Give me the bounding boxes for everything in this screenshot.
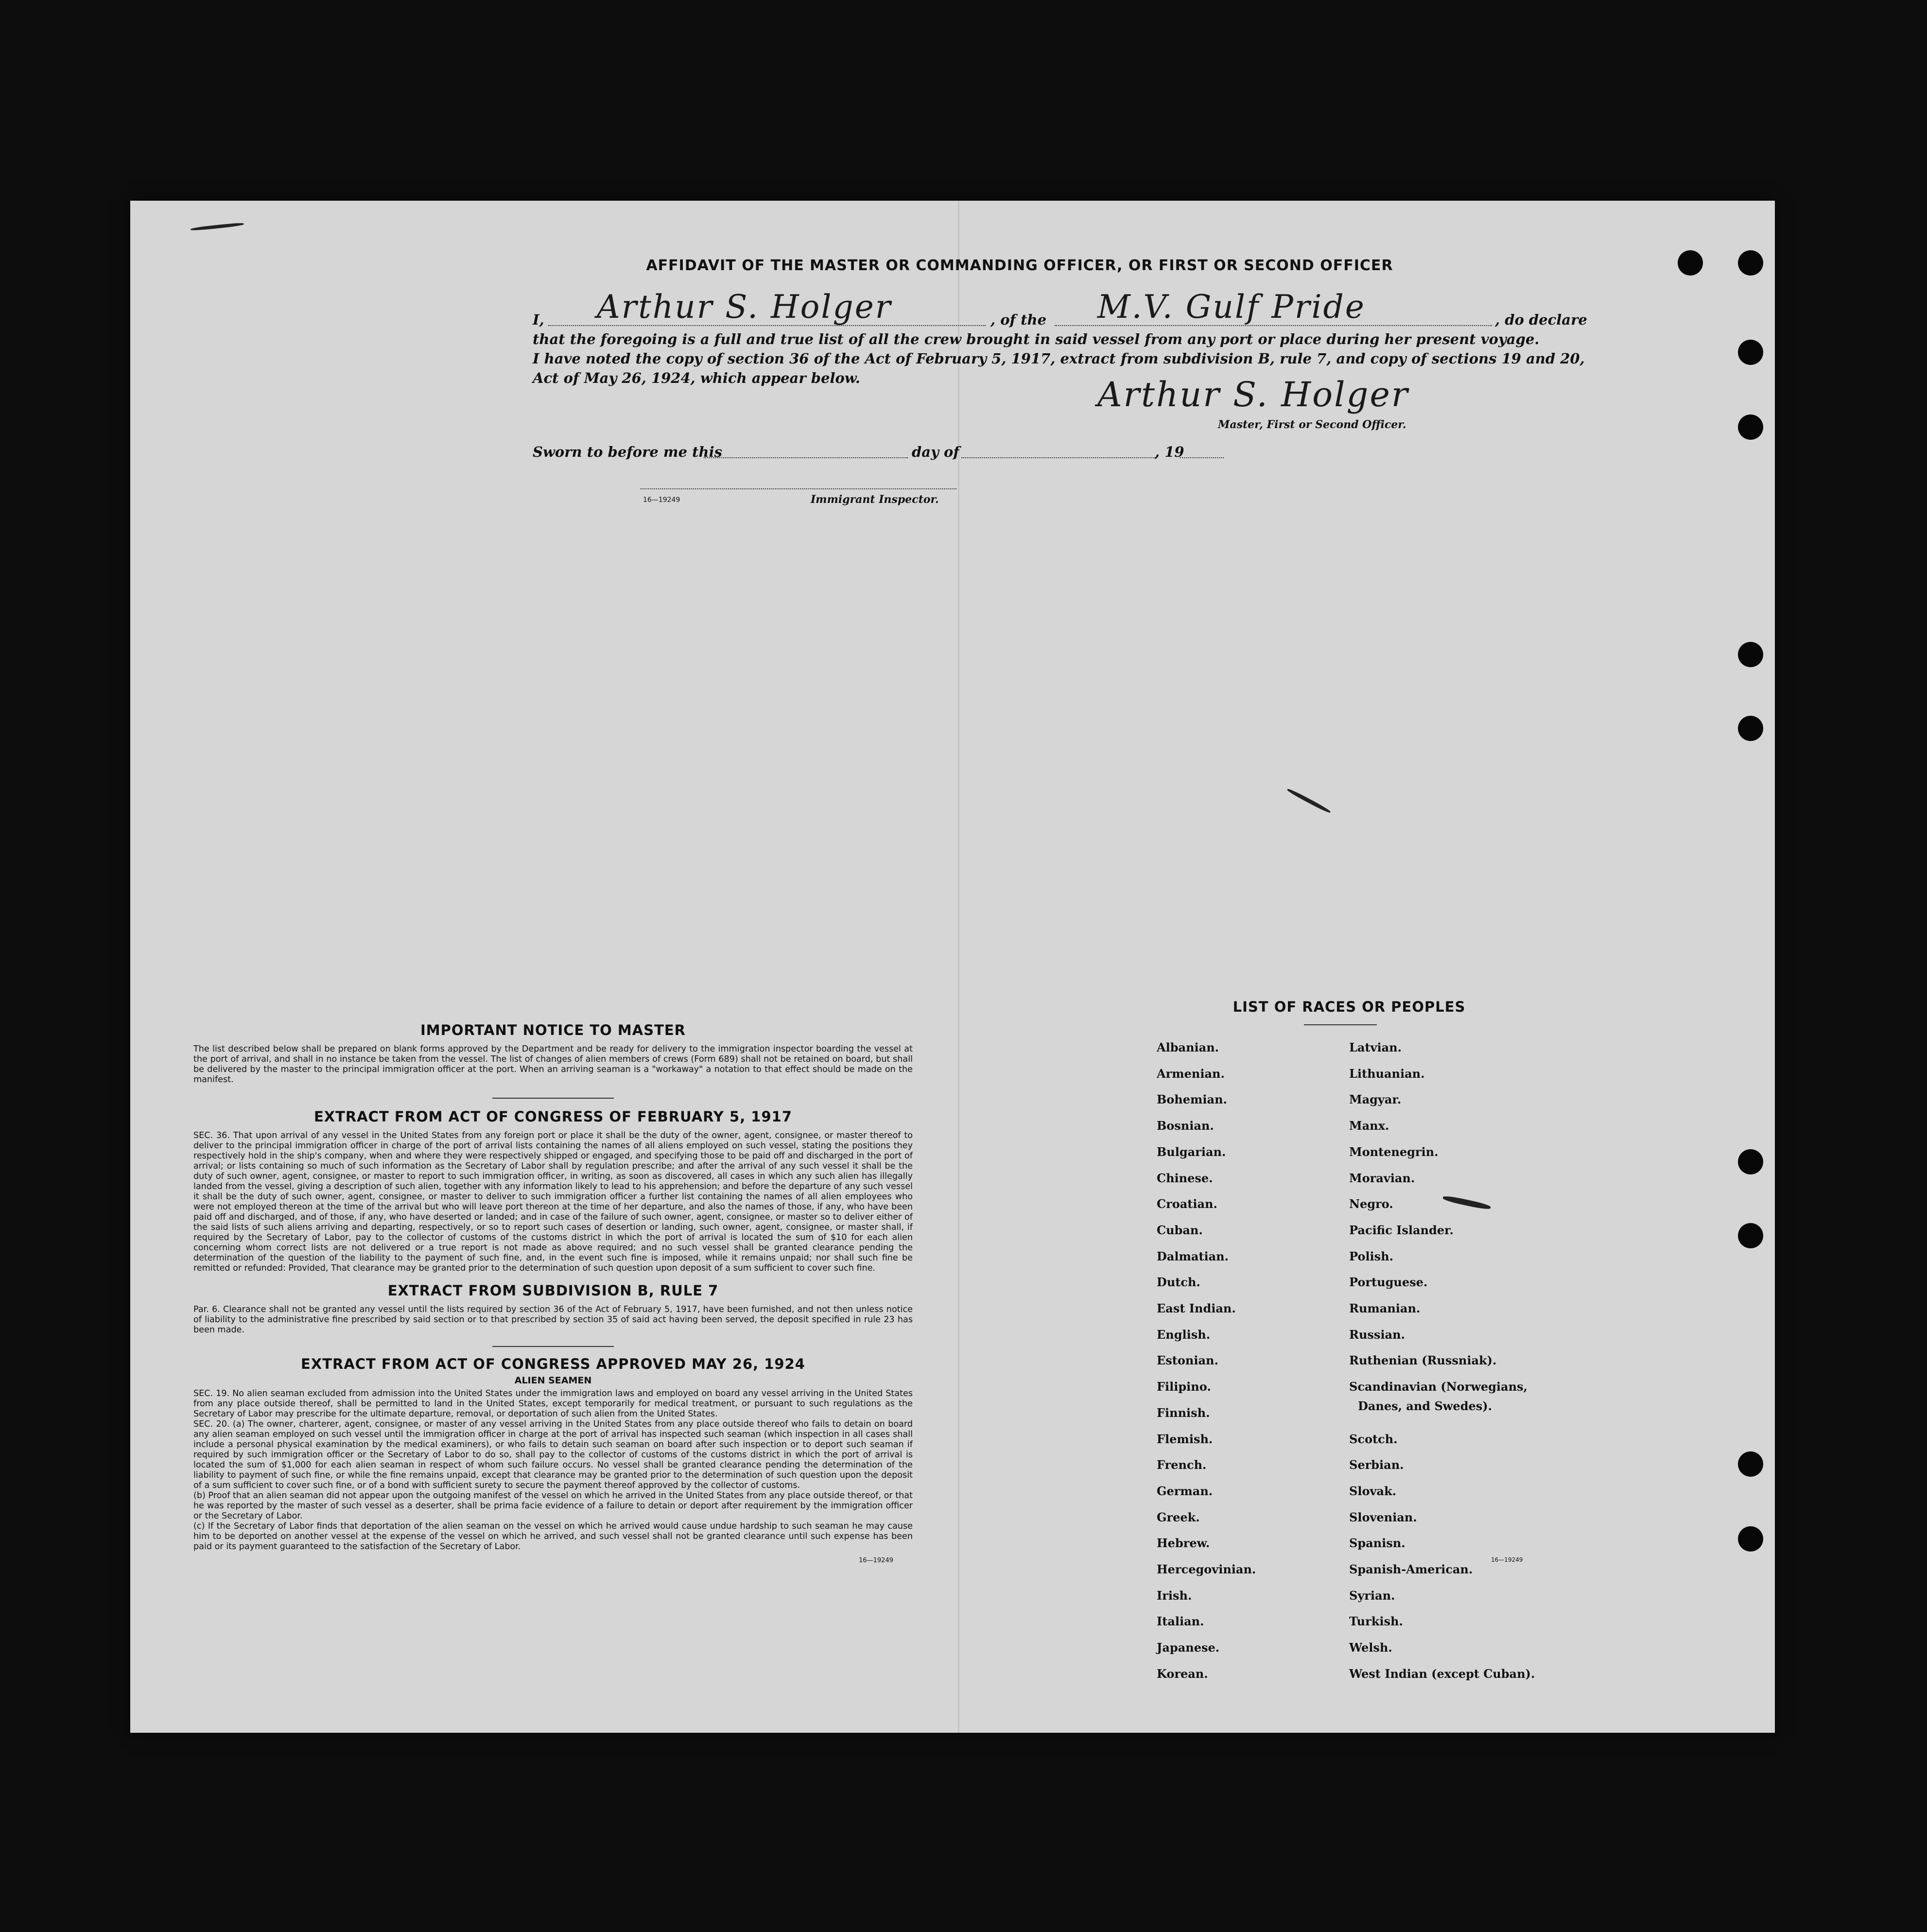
punch-hole: [1738, 642, 1763, 667]
day-of-text: day of: [912, 444, 959, 460]
race-item: Chinese.: [1157, 1171, 1213, 1185]
race-item: Pacific Islander.: [1349, 1223, 1454, 1237]
form-number: 16—19249: [643, 496, 680, 504]
sec-19-body: SEC. 19. No alien seaman excluded from admission into the United States under the immigration laws and employed on board any vessel arriving in the United States from any place outside thereof, shall be permitted to land in the United States, except temporarily for medical treatment, or pursuant to such regulations as the Secretary of Labor may prescribe for the ultimate departure, removal, or deportation of such alien from the United States.: [193, 1389, 913, 1419]
sec-20b-body: (b) Proof that an alien seaman did not appear upon the outgoing manifest of the vessel on which he arrived in the United States from any place outside thereof, or that he was reported by the master of such vessel as a deserter, shall be prima facie evidence of a failure to detain or deport after requirement by the immigration officer or the Secretary of Labor.: [193, 1491, 913, 1521]
ink-smudge: [1286, 788, 1331, 814]
extract-1924-subtitle: ALIEN SEAMEN: [514, 1375, 592, 1386]
race-item: German.: [1157, 1484, 1213, 1498]
notice-section: [193, 1022, 913, 1564]
race-item: Bosnian.: [1157, 1119, 1214, 1133]
race-item: Slovenian.: [1349, 1510, 1417, 1524]
race-item: Flemish.: [1157, 1432, 1213, 1446]
inspector-signature-line: [641, 488, 956, 489]
form-number: 16—19249: [1491, 1556, 1523, 1563]
race-item: Dutch.: [1157, 1275, 1200, 1290]
race-item: Russian.: [1349, 1327, 1405, 1342]
race-item: French.: [1157, 1458, 1207, 1472]
race-item: Portuguese.: [1349, 1275, 1428, 1290]
race-item: Dalmatian.: [1157, 1249, 1229, 1263]
form-number: 16—19249: [859, 1557, 893, 1564]
punch-hole: [1738, 1149, 1763, 1174]
punch-hole: [1678, 250, 1703, 276]
punch-hole: [1738, 340, 1763, 365]
sec-20c-body: (c) If the Secretary of Labor finds that deportation of the alien seaman on the vessel on which he arrived would cause undue hardship to such seaman he may cause him to be deported on another vessel at the expense of the vessel on which he arrived, and such vessel shall not be granted clearance until such expense has been paid or its payment guaranteed to the satisfaction of the Secretary of Labor.: [193, 1521, 913, 1552]
extract-1924-title: EXTRACT FROM ACT OF CONGRESS APPROVED MAY 26, 1924: [301, 1356, 805, 1372]
vessel-name: M.V. Gulf Pride: [1097, 288, 1366, 326]
race-item: Serbian.: [1349, 1458, 1404, 1472]
race-item: English.: [1157, 1327, 1211, 1342]
race-item: Rumanian.: [1349, 1301, 1421, 1315]
sworn-month-line: [961, 457, 1156, 458]
race-item: Spanisn.: [1349, 1536, 1406, 1551]
punch-hole: [1738, 1223, 1763, 1248]
race-item: Lithuanian.: [1349, 1066, 1425, 1081]
race-item: Slovak.: [1349, 1484, 1396, 1498]
race-item: Manx.: [1349, 1119, 1389, 1133]
sec-20a-body: SEC. 20. (a) The owner, charterer, agent, consignee, or master of any vessel arriving in the United States from any place outside thereof who fails to detain on board any alien seaman employed on such vessel until the immigration officer in charge at the port of arrival has inspected such seaman (which inspection in all cases shall include a personal physical examination by the medical examiners), or who fails to detain such seaman on board after such inspection or to deport such seaman if required by such immigration officer or the Secretary of Labor to do so, shall pay to the collector of customs of the customs district in which the port of arrival is located the sum of $1,000 for each alien seaman in respect of whom such failure occurs. No vessel shall be granted clearance pending the determination of the liability to payment of such fine, or while the fine remains unpaid, except that clearance may be granted prior to the determination of such question upon the deposit of a sum sufficient to cover such fine, or of a bond with sufficient surety to secure the payment thereof approved by the collector of customs.: [193, 1419, 913, 1490]
affidavit-title: AFFIDAVIT OF THE MASTER OR COMMANDING OFFICER, OR FIRST OR SECOND OFFICER: [646, 257, 1393, 274]
master-name-signature: Arthur S. Holger: [597, 288, 892, 326]
race-item: Magyar.: [1349, 1092, 1402, 1107]
race-scandinavian-continued: Danes, and Swedes).: [1358, 1399, 1492, 1413]
race-item: Latvian.: [1349, 1040, 1402, 1054]
race-item: Armenian.: [1157, 1066, 1225, 1081]
race-item: Scandinavian (Norwegians,: [1349, 1380, 1528, 1394]
affidavit-i: I,: [533, 311, 544, 328]
affidavit-line-4: Act of May 26, 1924, which appear below.: [533, 370, 860, 386]
sworn-year-line: [1180, 457, 1224, 458]
extract-1917-body: SEC. 36. That upon arrival of any vessel in the United States from any foreign port or place it shall be the duty of the owner, agent, consignee, or master thereof to deliver to the principal immigration officer in charge of the port of arrival lists containing the names of all aliens employed on such vessel, stating the positions they respectively hold in the ship's company, when and where they were respectively shipped or engaged, and specifying those to be paid off and discharged in the port of arrival; or lists containing so much of such information as the Secretary of Labor shall by regulation prescribe; and after the arrival of any such vessel it shall be the duty of such owner, agent, consignee, or master to report to such immigration officer, in writing, as soon as discovered, all cases in which any such alien has illegally landed from the vessel, giving a description of such alien, together with any information likely to lead to his apprehension; and before the departure of any such vessel it shall be the duty of such owner, agent, consignee, or master to deliver to such immigration officer a further list containing the names of all alien employees who were not employed thereon at the time of the arrival but who will leave port thereon at the time of her departure, and also the names of those, if any, who have been paid off and discharged, and of those, if any, who have deserted or landed; and in case of the failure of such owner, agent, consignee, or master so to deliver either of the said lists of such aliens arriving and departing, respectively, or so to report such cases of desertion or landing, such owner, agent, consignee, or master shall, if required by the Secretary of Labor, pay to the collector of customs of the customs district in which the port of arrival is located the sum of $10 for each alien concerning whom correct lists are not delivered or a true report is not made as above required; and no such vessel shall be granted clearance pending the determination of the question of the liability to the payment of such fine, and, in the event such fine is imposed, while it remains unpaid; nor shall such fine be remitted or refunded: Provided, That clearance may be granted prior to the determination of such question upon deposit of a sum sufficient to cover such fine.: [193, 1131, 913, 1273]
race-item: Croatian.: [1157, 1197, 1217, 1211]
inspector-caption: Immigrant Inspector.: [811, 493, 939, 506]
officer-signature: Arthur S. Holger: [1097, 375, 1409, 414]
divider: [492, 1346, 614, 1347]
race-item: Finnish.: [1157, 1405, 1210, 1420]
affidavit-of-the: , of the: [990, 311, 1047, 328]
affidavit-line-3: I have noted the copy of section 36 of the Act of February 5, 1917, extract from subdivision B, rule 7, and copy of sections 19 and 20,: [533, 350, 1585, 367]
race-item: Greek.: [1157, 1510, 1200, 1524]
notice-title: IMPORTANT NOTICE TO MASTER: [420, 1022, 686, 1038]
race-item: Ruthenian (Russniak).: [1349, 1353, 1497, 1368]
punch-hole: [1738, 414, 1763, 440]
race-item: Filipino.: [1157, 1380, 1211, 1394]
race-item: Italian.: [1157, 1614, 1204, 1629]
ink-smudge: [191, 222, 244, 231]
race-item: Bohemian.: [1157, 1092, 1227, 1107]
race-item: Albanian.: [1157, 1040, 1219, 1054]
year-prefix: , 19: [1155, 444, 1184, 460]
races-title: LIST OF RACES OR PEOPLES: [1233, 999, 1466, 1015]
signature-caption: Master, First or Second Officer.: [1218, 418, 1406, 431]
extract-1917-title: EXTRACT FROM ACT OF CONGRESS OF FEBRUARY 5, 1917: [313, 1108, 793, 1125]
notice-body: The list described below shall be prepared on blank forms approved by the Department and be ready for delivery to the immigration inspector boarding the vessel at the port of arrival, and shall in no instance be taken from the vessel. The list of changes of alien members of crews (Form 689) shall not be retained on board, but shall be delivered by the master to the principal immigration officer at the port. When an arriving seaman is a "workaway" a notation to that effect should be made on the manifest.: [193, 1044, 913, 1085]
race-item: Irish.: [1157, 1588, 1192, 1603]
affidavit-do-declare: , do declare: [1495, 311, 1587, 328]
punch-hole: [1738, 250, 1763, 276]
race-item: Syrian.: [1349, 1588, 1395, 1603]
punch-hole: [1738, 1451, 1763, 1477]
race-item: Turkish.: [1349, 1614, 1403, 1629]
race-item: Spanish-American.: [1349, 1562, 1473, 1576]
race-item: Bulgarian.: [1157, 1144, 1226, 1159]
extract-rule7-body: Par. 6. Clearance shall not be granted any vessel until the lists required by section 36 of the Act of February 5, 1917, have been furnished, and not then unless notice of liability to the administrative fine prescribed by said section or to that prescribed by section 35 of said act having been served, the deposit specified in rule 23 has been made.: [193, 1305, 913, 1335]
race-item: Hercegovinian.: [1157, 1562, 1256, 1576]
race-item: Welsh.: [1349, 1640, 1392, 1655]
race-item: Estonian.: [1157, 1353, 1218, 1368]
ink-smudge: [1442, 1195, 1491, 1211]
race-item: Polish.: [1349, 1249, 1393, 1263]
document-page: [130, 201, 1775, 1733]
race-item: West Indian (except Cuban).: [1349, 1666, 1535, 1681]
sworn-text: Sworn to before me this: [533, 444, 722, 460]
divider: [492, 1098, 614, 1099]
center-fold: [958, 201, 959, 1733]
race-item: Negro.: [1349, 1197, 1393, 1211]
race-item: Cuban.: [1157, 1223, 1203, 1237]
race-item: East Indian.: [1157, 1301, 1236, 1315]
race-item: Moravian.: [1349, 1171, 1415, 1185]
punch-hole: [1738, 1526, 1763, 1552]
affidavit-line-2: that the foregoing is a full and true list of all the crew brought in said vessel from any port or place during her present voyage.: [533, 331, 1540, 347]
race-item: Japanese.: [1157, 1640, 1220, 1655]
sworn-day-line: [704, 457, 908, 458]
races-title-rule: [1304, 1024, 1377, 1025]
extract-rule7-title: EXTRACT FROM SUBDIVISION B, RULE 7: [387, 1282, 719, 1299]
race-item: Korean.: [1157, 1666, 1208, 1681]
race-item: Montenegrin.: [1349, 1144, 1439, 1159]
race-item: Scotch.: [1349, 1432, 1398, 1446]
punch-hole: [1738, 716, 1763, 741]
race-item: Hebrew.: [1157, 1536, 1210, 1551]
